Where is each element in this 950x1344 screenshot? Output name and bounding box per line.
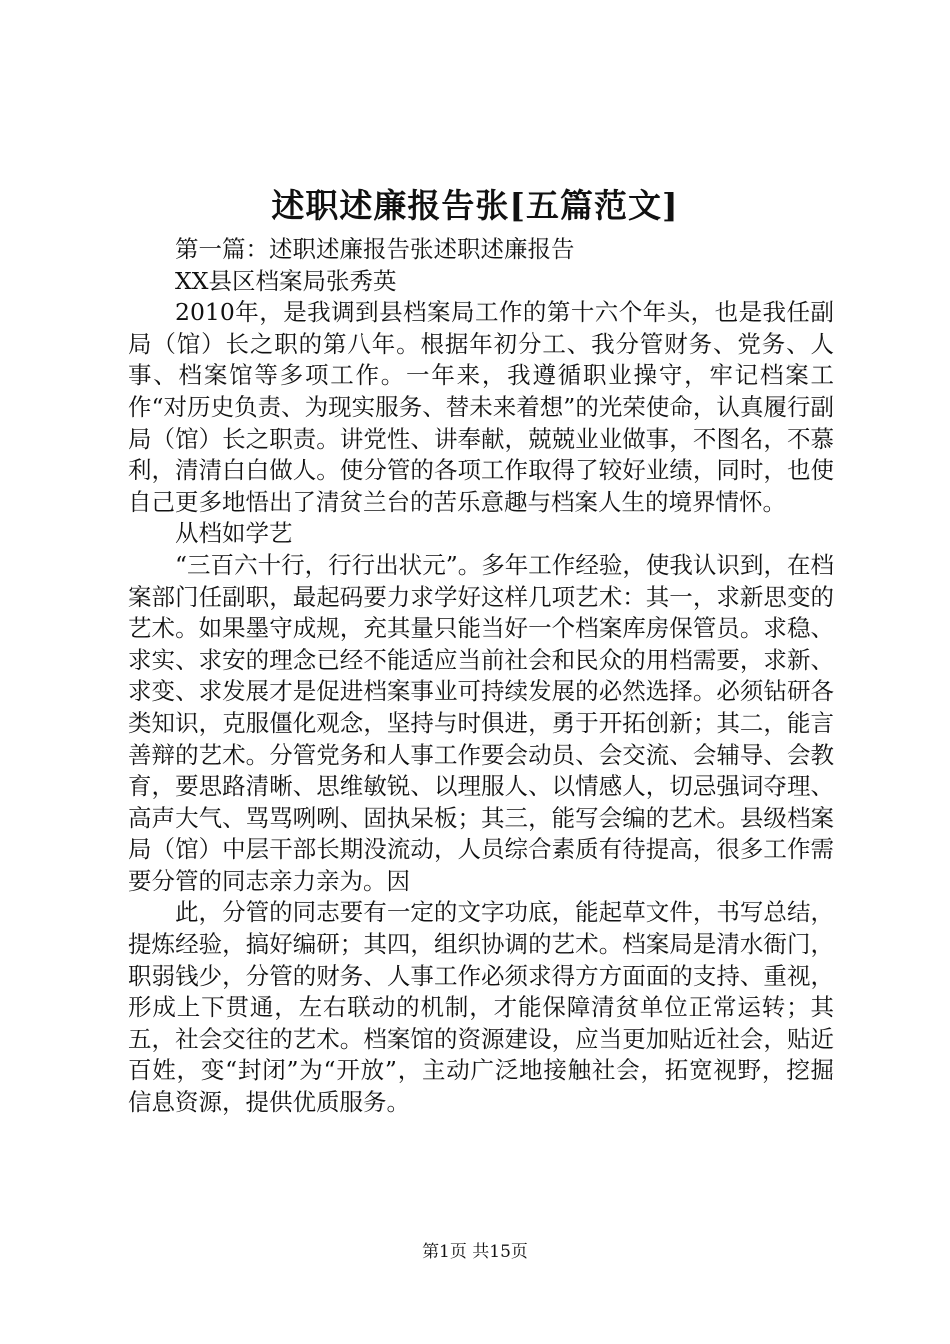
paragraph-arts: “三百六十行，行行出状元”。多年工作经验，使我认识到，在档案部门任副职，最起码要力求学好这样几项艺术：其一，求新思变的艺术。如果墨守成规，充其量只能当好一个档案库房保管员。求稳、求实、求安的理念已经不能适应当前社会和民众的用档需要，求新、求变、求发展才是促进档案事业可持续发展的必然选择。必须钻研各类知识，克服僵化观念，坚持与时俱进，勇于开拓创新；其二，能言善辩的艺术。分管党务和人事工作要会动员、会交流、会辅导、会教育，要思路清晰、思维敏锐、以理服人、以情感人，切忌强词夺理、高声大气、骂骂咧咧、固执呆板；其三，能写会编的艺术。县级档案局（馆）中层干部长期没流动，人员综合素质有待提高，很多工作需要分管的同志亲力亲为。因	[128, 550, 834, 895]
paragraph-intro: 2010年，是我调到县档案局工作的第十六个年头，也是我任副局（馆）长之职的第八年。根据年初分工、我分管财务、党务、人事、档案馆等多项工作。一年来，我遵循职业操守，牢记档案工作“对历史负责、为现实服务、替未来着想”的光荣使命，认真履行副局（馆）长之职责。讲党性、讲奉献，兢兢业业做事，不图名，不慕利，清清白白做人。使分管的各项工作取得了较好业绩，同时，也使自己更多地悟出了清贫兰台的苦乐意趣与档案人生的境界情怀。	[128, 298, 834, 516]
document-title: 述职述廉报告张[五篇范文]	[271, 186, 679, 225]
document-body	[128, 234, 834, 1119]
page-footer: 第1页 共15页	[422, 1242, 528, 1262]
paragraph-author-line: XX县区档案局张秀英	[175, 266, 397, 295]
paragraph-arts-continued: 此，分管的同志要有一定的文字功底，能起草文件，书写总结，提炼经验，搞好编研；其四，组织协调的艺术。档案局是清水衙门，职弱钱少，分管的财务、人事工作必须求得方方面面的支持、重视，形成上下贯通，左右联动的机制，才能保障清贫单位正常运转；其五，社会交往的艺术。档案馆的资源建设，应当更加贴近社会，贴近百姓，变“封闭”为“开放”，主动广泛地接触社会，拓宽视野，挖掘信息资源，提供优质服务。	[128, 898, 834, 1117]
paragraph-section-heading: 从档如学艺	[175, 519, 293, 548]
paragraph-heading-first-article: 第一篇：述职述廉报告张述职述廉报告	[175, 235, 575, 263]
